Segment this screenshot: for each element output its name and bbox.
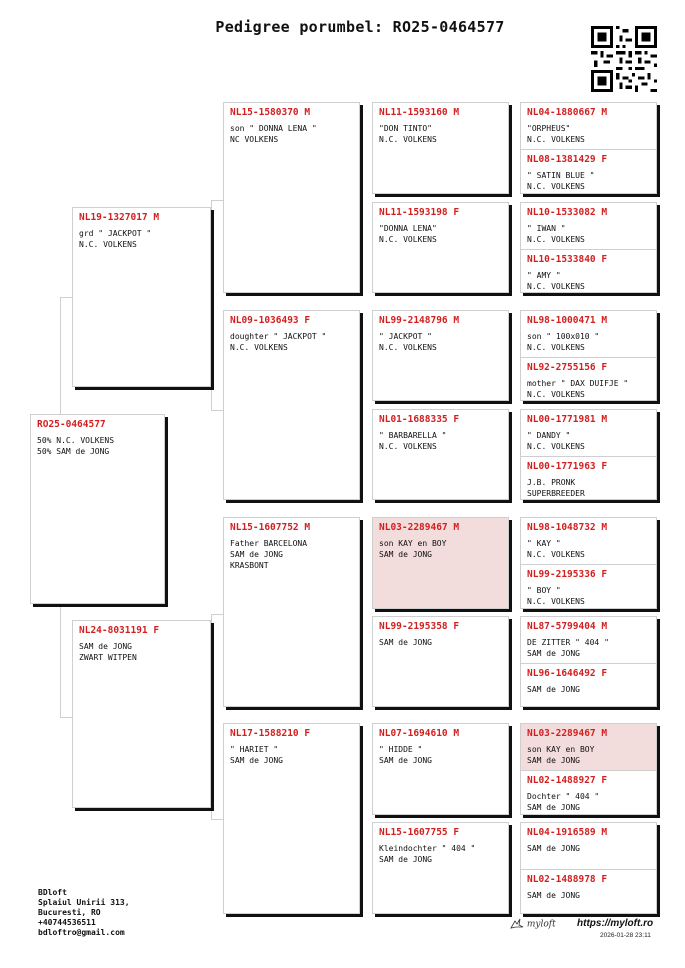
ring-number: NL09-1036493 F — [230, 315, 311, 326]
ring-number: NL01-1688335 F — [379, 414, 460, 425]
owner-phone: +40744536511 — [38, 918, 96, 927]
ancestor-entry[interactable] — [521, 518, 656, 564]
pigeon-info: SAM de JONG — [527, 685, 580, 694]
ancestor-entry[interactable] — [521, 149, 656, 194]
ring-number: NL15-1607755 F — [379, 827, 460, 838]
ancestor-entry[interactable] — [521, 564, 656, 609]
ring-number: NL11-1593160 M — [379, 107, 460, 118]
ring-number: NL07-1694610 M — [379, 728, 460, 739]
ancestor-entry[interactable] — [521, 770, 656, 815]
logo-text: myloft — [526, 919, 556, 930]
pigeon-info: NC VOLKENS — [230, 135, 279, 144]
owner-address: Splaiul Unirii 313, — [38, 898, 130, 907]
pigeon-info: N.C. VOLKENS — [527, 235, 585, 244]
ancestor-entry[interactable] — [521, 103, 656, 149]
pigeon-info: " IWAN " — [527, 224, 566, 233]
great-grandparent-card[interactable] — [372, 822, 509, 914]
pigeon-info: grd " JACKPOT " — [79, 229, 152, 238]
pigeon-info: SAM de JONG — [79, 642, 132, 651]
pigeon-info: N.C. VOLKENS — [527, 135, 585, 144]
pigeon-info: doughter " JACKPOT " — [230, 332, 327, 341]
ring-number: NL10-1533082 M — [527, 207, 608, 218]
subject-pigeon-card[interactable] — [30, 414, 165, 604]
ring-number: NL98-1048732 M — [527, 522, 608, 533]
ring-number: RO25-0464577 — [37, 419, 106, 430]
pigeon-info: N.C. VOLKENS — [527, 442, 585, 451]
pigeon-info: son KAY en BOY — [379, 539, 447, 548]
page-title: Pedigree porumbel: RO25-0464577 — [215, 18, 505, 36]
ancestor-pair-card — [520, 822, 657, 914]
myloft-logo — [510, 918, 556, 930]
pigeon-info: "ORPHEUS" — [527, 124, 571, 133]
owner-email[interactable]: bdloftro@gmail.com — [38, 928, 125, 937]
ring-number: NL15-1607752 M — [230, 522, 311, 533]
sire-sire-card[interactable] — [223, 102, 360, 293]
pigeon-info: 50% SAM de JONG — [37, 447, 110, 456]
ring-number: NL17-1588210 F — [230, 728, 311, 739]
pigeon-info: N.C. VOLKENS — [230, 343, 288, 352]
pigeon-info: " HARIET " — [230, 745, 279, 754]
ring-number: NL98-1000471 M — [527, 315, 608, 326]
ring-number: NL19-1327017 M — [79, 212, 160, 223]
ancestor-entry[interactable] — [521, 617, 656, 663]
ring-number: NL92-2755156 F — [527, 362, 608, 373]
pigeon-info: SAM de JONG — [527, 756, 580, 765]
dam-sire-card[interactable] — [223, 517, 360, 707]
pigeon-info: Kleindochter " 404 " — [379, 844, 476, 853]
owner-contact — [38, 888, 130, 938]
pigeon-info: " DANDY " — [527, 431, 571, 440]
ancestor-pair-card — [520, 310, 657, 401]
ring-number: NL00-1771981 M — [527, 414, 608, 425]
ring-number: NL87-5799404 M — [527, 621, 608, 632]
great-grandparent-card[interactable] — [372, 202, 509, 293]
sire-card[interactable] — [72, 207, 211, 387]
pigeon-info: SAM de JONG — [527, 891, 580, 900]
pigeon-info: N.C. VOLKENS — [527, 182, 585, 191]
pigeon-info: SAM de JONG — [527, 803, 580, 812]
pigeon-info: SAM de JONG — [379, 756, 432, 765]
pigeon-info: " BARBARELLA " — [379, 431, 447, 440]
print-timestamp: 2026-01-28 23:11 — [600, 932, 651, 939]
pigeon-info: N.C. VOLKENS — [379, 135, 437, 144]
ring-number: NL04-1880667 M — [527, 107, 608, 118]
pigeon-info: son KAY en BOY — [527, 745, 595, 754]
ring-number: NL00-1771963 F — [527, 461, 608, 472]
ancestor-entry[interactable] — [521, 311, 656, 357]
great-grandparent-card[interactable] — [372, 517, 509, 609]
pigeon-info: SUPERBREEDER — [527, 489, 585, 498]
ancestor-pair-card — [520, 102, 657, 194]
pigeon-info: N.C. VOLKENS — [79, 240, 137, 249]
ring-number: NL15-1580370 M — [230, 107, 311, 118]
pigeon-info: J.B. PRONK — [527, 478, 576, 487]
website-link[interactable]: https://myloft.ro — [577, 918, 654, 929]
ring-number: NL24-8031191 F — [79, 625, 160, 636]
pigeon-info: N.C. VOLKENS — [379, 442, 437, 451]
dam-card[interactable] — [72, 620, 211, 808]
ancestor-entry[interactable] — [521, 869, 656, 905]
pigeon-info: "DON TINTO" — [379, 124, 432, 133]
ancestor-entry[interactable] — [521, 663, 656, 699]
ancestor-entry[interactable] — [521, 410, 656, 456]
ancestor-pair-card — [520, 616, 657, 707]
pigeon-info: " SATIN BLUE " — [527, 171, 595, 180]
ancestor-entry[interactable] — [521, 203, 656, 249]
ring-number: NL02-1488978 F — [527, 874, 608, 885]
pigeon-info: N.C. VOLKENS — [527, 597, 585, 606]
ancestor-pair-card — [520, 202, 657, 293]
pigeon-info: mother " DAX DUIFJE " — [527, 379, 629, 388]
pigeon-info: N.C. VOLKENS — [527, 282, 585, 291]
sire-dam-card[interactable] — [223, 310, 360, 500]
pigeon-info: SAM de JONG — [527, 844, 580, 853]
ring-number: NL08-1381429 F — [527, 154, 608, 165]
pigeon-info: son " 100x010 " — [527, 332, 600, 341]
pigeon-info: son " DONNA LENA " — [230, 124, 317, 133]
ancestor-pair-card — [520, 517, 657, 609]
dam-dam-card[interactable] — [223, 723, 360, 914]
ancestor-entry[interactable] — [521, 249, 656, 293]
pigeon-info: N.C. VOLKENS — [527, 343, 585, 352]
pigeon-info: DE ZITTER " 404 " — [527, 638, 609, 647]
pigeon-info: SAM de JONG — [527, 649, 580, 658]
pigeon-logo-icon — [510, 918, 524, 930]
pigeon-info: SAM de JONG — [230, 756, 283, 765]
ring-number: NL99-2148796 M — [379, 315, 460, 326]
ring-number: NL10-1533840 F — [527, 254, 608, 265]
pigeon-info: SAM de JONG — [379, 638, 432, 647]
pigeon-info: KRASBONT — [230, 561, 269, 570]
ancestor-entry[interactable] — [521, 456, 656, 500]
ancestor-entry[interactable] — [521, 823, 656, 858]
great-grandparent-card[interactable] — [372, 616, 509, 707]
pigeon-info: " JACKPOT " — [379, 332, 432, 341]
pigeon-info: Father BARCELONA — [230, 539, 308, 548]
pigeon-info: " BOY " — [527, 586, 561, 595]
ring-number: NL03-2289467 M — [379, 522, 460, 533]
ring-number: NL02-1488927 F — [527, 775, 608, 786]
ring-number: NL04-1916589 M — [527, 827, 608, 838]
qr-code — [591, 26, 657, 92]
pigeon-info: ZWART WITPEN — [79, 653, 137, 662]
pigeon-info: N.C. VOLKENS — [527, 550, 585, 559]
pigeon-info: "DONNA LENA" — [379, 224, 437, 233]
pigeon-info: N.C. VOLKENS — [379, 343, 437, 352]
pigeon-info: SAM de JONG — [230, 550, 283, 559]
great-grandparent-card[interactable] — [372, 102, 509, 194]
pigeon-info: Dochter " 404 " — [527, 792, 600, 801]
ring-number: NL99-2195358 F — [379, 621, 460, 632]
pigeon-info: N.C. VOLKENS — [527, 390, 585, 399]
owner-name: BDloft — [38, 888, 67, 897]
pigeon-info: " AMY " — [527, 271, 561, 280]
ring-number: NL03-2289467 M — [527, 728, 608, 739]
pigeon-info: SAM de JONG — [379, 550, 432, 559]
great-grandparent-card[interactable] — [372, 723, 509, 815]
ancestor-entry[interactable] — [521, 357, 656, 401]
pigeon-info: N.C. VOLKENS — [379, 235, 437, 244]
great-grandparent-card[interactable] — [372, 310, 509, 401]
pigeon-info: SAM de JONG — [379, 855, 432, 864]
ancestor-pair-card — [520, 409, 657, 500]
owner-city: Bucuresti, RO — [38, 908, 101, 917]
pigeon-info: " HIDDE " — [379, 745, 423, 754]
ancestor-entry[interactable] — [521, 724, 656, 770]
ring-number: NL11-1593198 F — [379, 207, 460, 218]
ancestor-pair-card — [520, 723, 657, 815]
ring-number: NL99-2195336 F — [527, 569, 608, 580]
great-grandparent-card[interactable] — [372, 409, 509, 500]
pigeon-info: " KAY " — [527, 539, 561, 548]
pigeon-info: 50% N.C. VOLKENS — [37, 436, 115, 445]
ring-number: NL96-1646492 F — [527, 668, 608, 679]
